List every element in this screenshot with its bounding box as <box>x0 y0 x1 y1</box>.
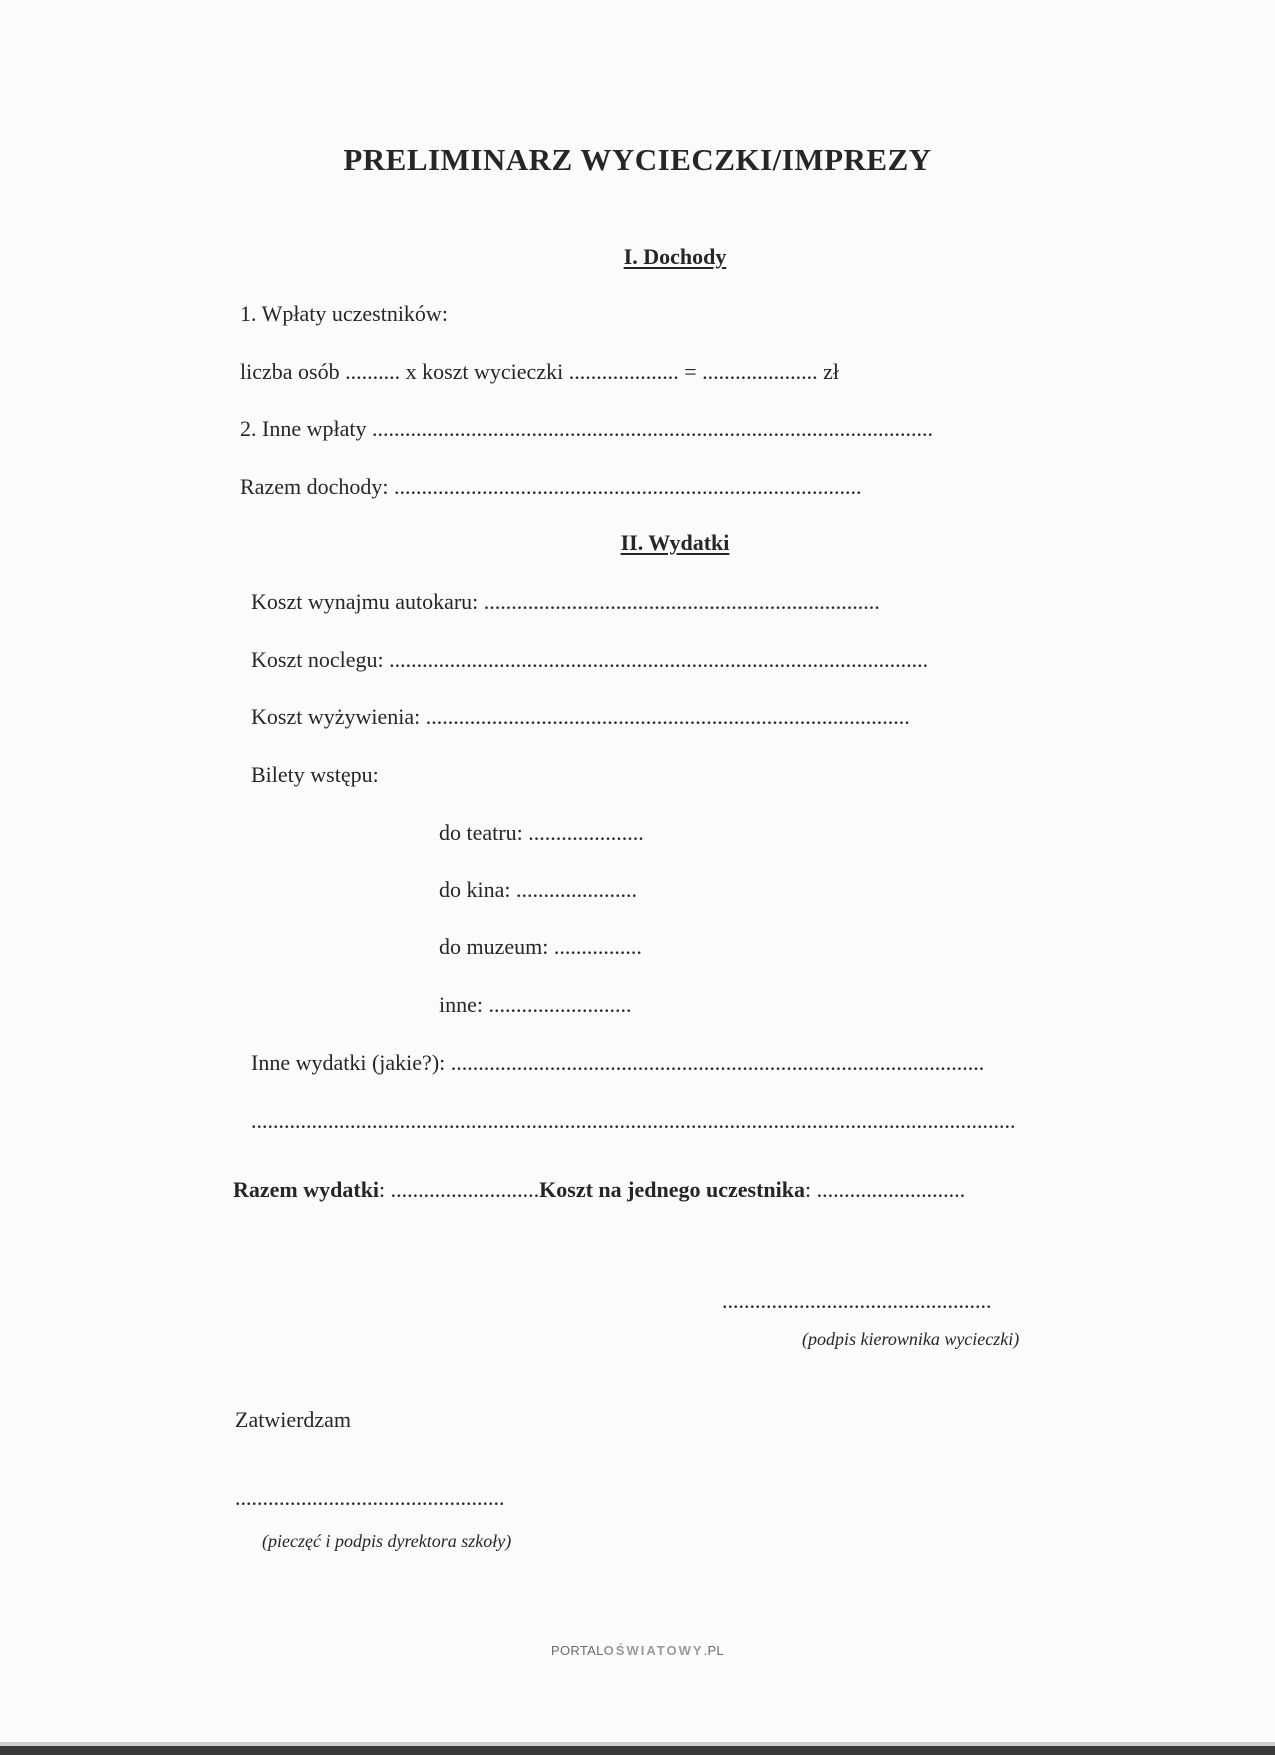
other-ticket-line: inne: .......................... <box>439 992 632 1017</box>
food-cost-line: Koszt wyżywienia: ........................................................................................ <box>251 704 910 729</box>
total-expenses-label: Razem wydatki <box>233 1177 380 1202</box>
tickets-label: Bilety wstępu: <box>251 762 379 787</box>
theatre-ticket-line: do teatru: ..................... <box>439 820 644 845</box>
income-heading: I. Dochody <box>623 244 727 269</box>
per-person-cost-label: Koszt na jednego uczestnika <box>539 1177 805 1202</box>
total-expenses-dots: : ........................... <box>379 1177 540 1202</box>
portal-logo-suffix: .PL <box>703 1643 724 1658</box>
bus-cost-line: Koszt wynajmu autokaru: ........................................................................ <box>251 589 880 614</box>
leader-signature-caption: (podpis kierownika wycieczki) <box>802 1329 1020 1349</box>
scan-edge-dark <box>0 1746 1275 1755</box>
portal-logo-prefix: PORTAL <box>551 1643 604 1658</box>
portal-logo-brand: OŚWIATOWY <box>603 1643 704 1658</box>
director-signature-line: ................................................. <box>235 1485 505 1510</box>
total-expenses-line <box>233 1179 965 1201</box>
cinema-ticket-line: do kina: ...................... <box>439 877 637 902</box>
expenses-heading: II. Wydatki <box>620 530 730 555</box>
approve-label: Zatwierdzam <box>235 1407 352 1432</box>
participant-payments-label: 1. Wpłaty uczestników: <box>240 301 448 326</box>
other-payments-line: 2. Inne wpłaty ...................................................................................................... <box>240 416 933 441</box>
other-expenses-blank-line: ........................................................................................................................................... <box>251 1108 1016 1133</box>
total-income-line: Razem dochody: ..................................................................................... <box>240 474 862 499</box>
leader-signature-line: ................................................. <box>722 1288 992 1313</box>
document-title: PRELIMINARZ WYCIECZKI/IMPREZY <box>343 142 932 177</box>
persons-cost-line: liczba osób .......... x koszt wycieczki .................... = ..................... zł <box>240 359 839 384</box>
portal-logo <box>0 1644 1275 1657</box>
lodging-cost-line: Koszt noclegu: .................................................................................................. <box>251 647 929 672</box>
museum-ticket-line: do muzeum: ................ <box>439 934 642 959</box>
director-signature-caption: (pieczęć i podpis dyrektora szkoły) <box>262 1531 512 1551</box>
other-expenses-line: Inne wydatki (jakie?): ................................................................................................. <box>251 1050 985 1075</box>
per-person-cost-dots: : ........................... <box>805 1177 966 1202</box>
